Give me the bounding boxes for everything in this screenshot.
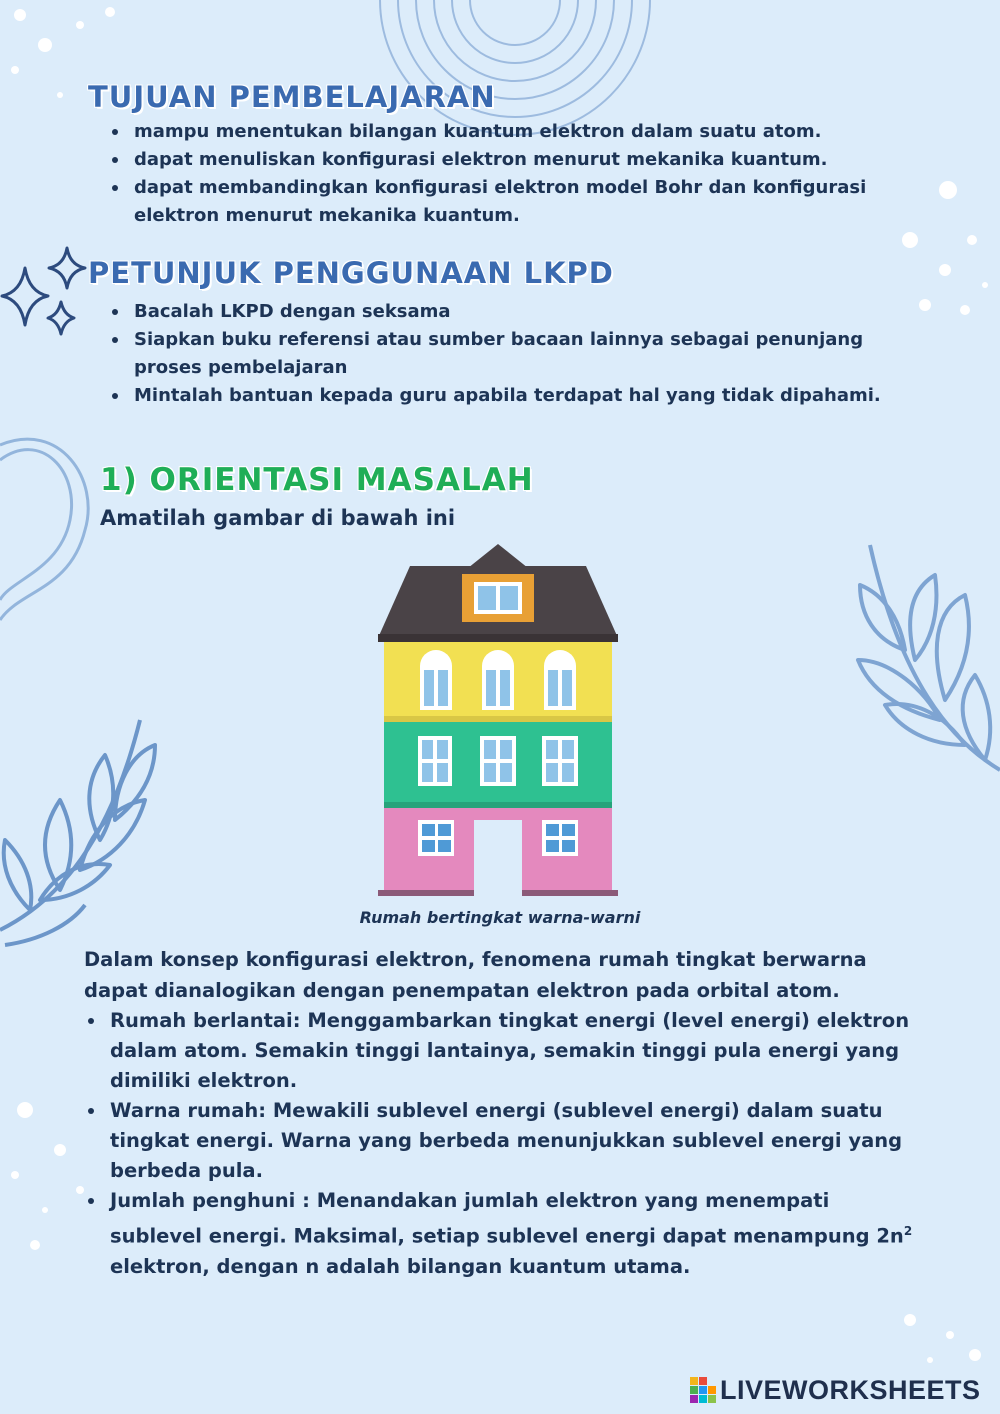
goals-item: dapat menuliskan konfigurasi elektron menurut mekanika kuantum.	[108, 146, 908, 174]
instructions-item: Mintalah bantuan kepada guru apabila terdapat hal yang tidak dipahami.	[108, 382, 908, 410]
analogy-item-text-end: elektron, dengan n adalah bilangan kuantum utama.	[110, 1254, 691, 1278]
formula-exponent: 2	[903, 1224, 913, 1238]
instructions-item: Siapkan buku referensi atau sumber bacaan lainnya sebagai penunjang proses pembelajaran	[108, 326, 908, 382]
liveworksheets-logo-icon	[690, 1377, 716, 1403]
colorful-house-illustration	[370, 538, 626, 898]
image-caption: Rumah bertingkat warna-warni	[359, 908, 641, 927]
orientation-intro-paragraph: Dalam konsep konfigurasi elektron, fenomena rumah tingkat berwarna dapat dianalogikan dengan penempatan elektron pada orbital atom.	[84, 948, 867, 1002]
goals-list	[108, 118, 908, 230]
instructions-item: Bacalah LKPD dengan seksama	[108, 298, 908, 326]
analogy-item	[84, 1186, 914, 1282]
orientation-subtitle: Amatilah gambar di bawah ini	[100, 506, 456, 530]
orientation-heading: 1) ORIENTASI MASALAH	[100, 462, 534, 498]
goals-item: mampu menentukan bilangan kuantum elektron dalam suatu atom.	[108, 118, 908, 146]
logo-text: LIVEWORKSHEETS	[720, 1374, 981, 1405]
leaf-branch-right-decoration	[858, 545, 1000, 770]
analogy-item: Warna rumah: Mewakili sublevel energi (sublevel energi) dalam suatu tingkat energi. Warna yang berbeda menunjukkan sublevel energi yang berbeda pula.	[84, 1096, 914, 1186]
formula-base: 2n	[876, 1224, 904, 1248]
instructions-list	[108, 298, 908, 410]
goals-item: dapat membandingkan konfigurasi elektron model Bohr dan konfigurasi elektron menurut mekanika kuantum.	[108, 174, 908, 230]
liveworksheets-logo[interactable]	[690, 1370, 981, 1410]
analogy-list	[84, 1006, 914, 1282]
goals-heading: TUJUAN PEMBELAJARAN	[88, 80, 496, 114]
wavy-line-decoration	[0, 439, 88, 620]
analogy-item-text: Jumlah penghuni : Menandakan jumlah elektron yang menempati sublevel energi. Maksimal, setiap sublevel energi dapat menampung	[110, 1189, 877, 1248]
concentric-arcs-decoration	[380, 0, 650, 135]
instructions-heading: PETUNJUK PENGGUNAAN LKPD	[88, 256, 614, 290]
analogy-item: Rumah berlantai: Menggambarkan tingkat energi (level energi) elektron dalam atom. Semakin tinggi lantainya, semakin tinggi pula energi yang dimiliki elektron.	[84, 1006, 914, 1096]
sparkle-stars-decoration	[2, 248, 85, 334]
